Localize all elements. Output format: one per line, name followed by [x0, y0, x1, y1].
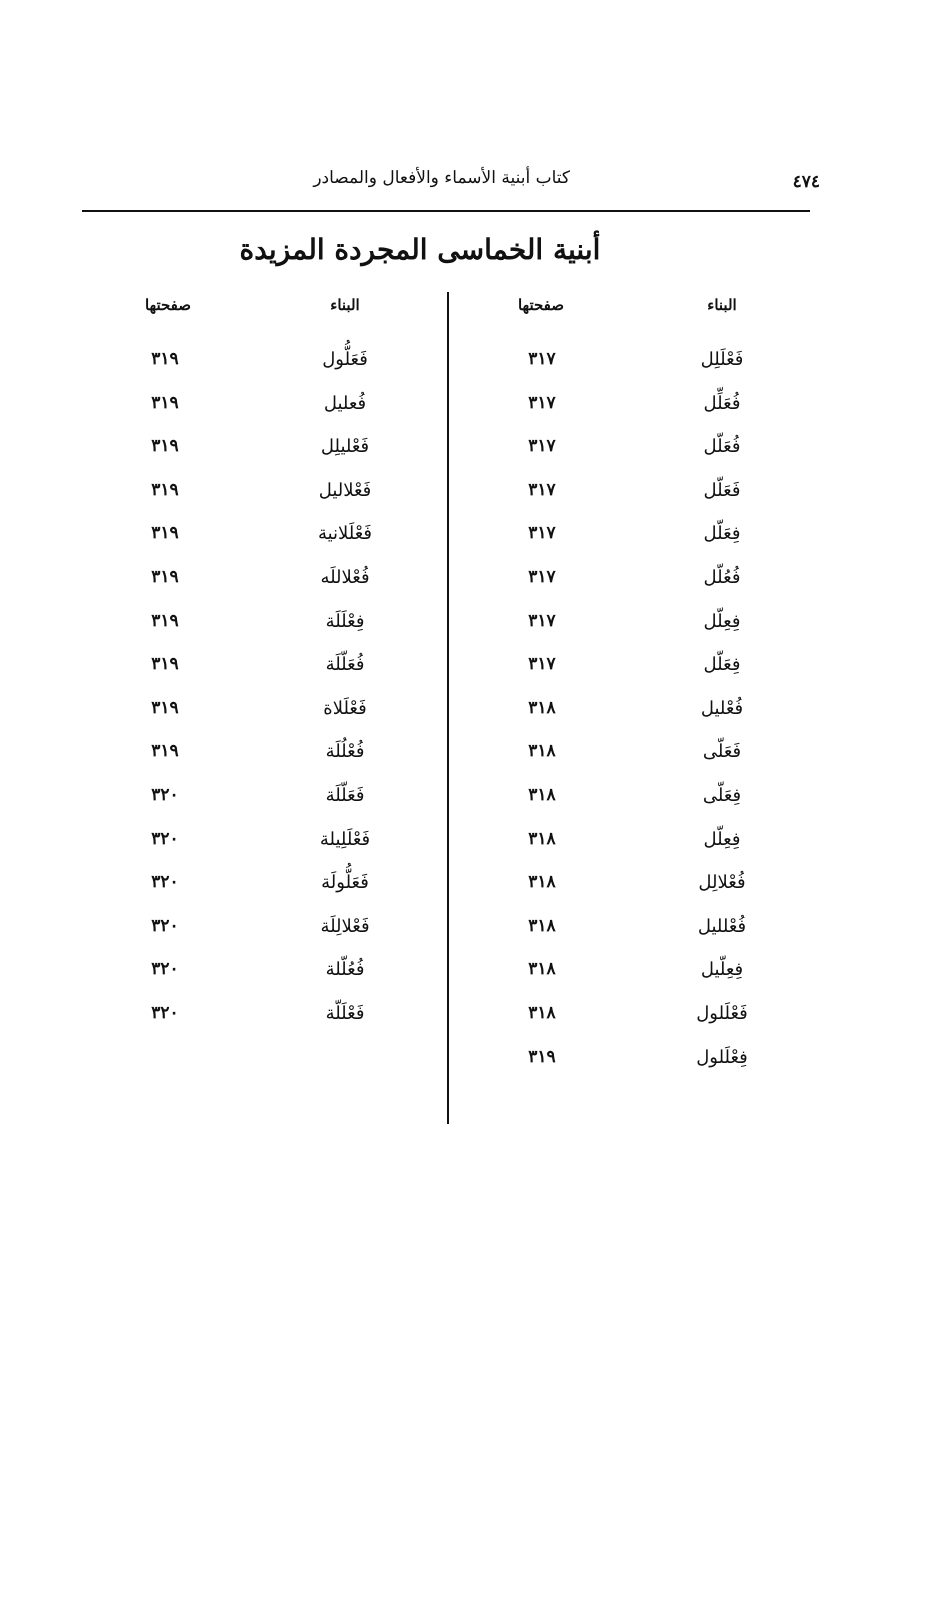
- left-table-row: [0, 567, 400, 611]
- left-table-row: [0, 523, 400, 567]
- left-page-cell: ٣٢٠: [151, 959, 179, 980]
- left-pattern-cell: فَعْلَلاة: [323, 697, 367, 719]
- left-table-row: [0, 872, 400, 916]
- left-pattern-cell: فِعْلَلَة: [325, 610, 365, 632]
- right-pattern-cell: فَعْلَلول: [696, 1003, 748, 1024]
- right-page-cell: ٣١٧: [528, 436, 556, 457]
- left-pattern-cell: فَعْلَلانية: [317, 523, 373, 545]
- right-page-cell: ٣١٧: [528, 567, 556, 587]
- left-page-cell: ٣١٩: [151, 741, 179, 762]
- right-page-cell: ٣١٨: [528, 785, 556, 805]
- left-pattern-cell: فُعُلّلة: [325, 959, 365, 981]
- right-pattern-cell: فُعْليل: [700, 697, 744, 719]
- right-page-cell: ٣١٧: [528, 523, 556, 544]
- left-pattern-cell: فُعَلّلَة: [325, 654, 365, 676]
- left-table-row: [0, 654, 400, 698]
- right-pattern-cell: فِعِلّل: [703, 828, 741, 850]
- right-pattern-cell: فُعُلّل: [703, 567, 741, 588]
- left-table-row: [0, 785, 400, 829]
- right-page-cell: ٣١٨: [528, 697, 556, 718]
- left-pattern-cell: فَعَلُّول: [322, 349, 368, 370]
- right-page-cell: ٣١٨: [528, 959, 556, 980]
- left-pattern-cell: فُعليل: [323, 392, 367, 414]
- right-page-cell: ٣١٩: [528, 1046, 556, 1067]
- left-pattern-cell: فَعَلُّولَة: [321, 872, 369, 894]
- right-page-cell: ٣١٨: [528, 872, 556, 893]
- left-pattern-cell: فَعَلّلَة: [325, 785, 365, 806]
- left-table-row: [0, 916, 400, 960]
- column-divider: [447, 292, 449, 1124]
- right-table-row: [0, 1046, 748, 1091]
- right-pattern-cell: فُعْلليل: [697, 915, 747, 937]
- left-page-cell: ٣١٩: [151, 349, 179, 369]
- right-page-cell: ٣١٨: [528, 828, 556, 849]
- right-pattern-cell: فِعِلّل: [703, 610, 741, 632]
- right-pattern-cell: فِعِلّيل: [700, 959, 744, 981]
- right-pattern-cell: فُعَلِّل: [703, 392, 741, 414]
- section-title: أبنية الخماسى المجردة المزيدة: [239, 233, 601, 266]
- right-pattern-cell: فِعَلّل: [703, 523, 741, 545]
- right-pattern-cell: فِعَلّل: [703, 654, 741, 676]
- left-page-cell: ٣١٩: [151, 567, 179, 587]
- right-pattern-cell: فَعْلَلِل: [700, 349, 744, 370]
- right-page-header: صفحتها: [517, 296, 565, 314]
- right-pattern-cell: فَعَلّى: [702, 741, 742, 763]
- left-pattern-cell: فَعْلاليل: [318, 479, 372, 501]
- right-page-cell: ٣١٧: [528, 654, 556, 675]
- left-page-header: صفحتها: [144, 296, 192, 314]
- left-table-row: [0, 741, 400, 785]
- left-pattern-cell: فَعْليلِل: [320, 436, 370, 458]
- right-page-cell: ٣١٧: [528, 479, 556, 500]
- right-page-cell: ٣١٨: [528, 741, 556, 762]
- left-table-row: [0, 611, 400, 655]
- page-number: ٤٧٤: [792, 172, 820, 192]
- left-pattern-cell: فَعْلَلِيلة: [319, 828, 371, 850]
- left-pattern-cell: فُعْلُلَة: [325, 741, 365, 763]
- right-pattern-cell: فُعْلالِل: [698, 872, 746, 894]
- left-pattern-cell: فُعْلاللَه: [320, 567, 370, 588]
- left-page-cell: ٣١٩: [151, 697, 179, 718]
- right-pattern-cell: فِعْلَلول: [696, 1046, 748, 1068]
- left-page-cell: ٣١٩: [151, 392, 179, 413]
- right-page-cell: ٣١٧: [528, 610, 556, 631]
- left-page-cell: ٣١٩: [151, 523, 179, 544]
- left-page-cell: ٣١٩: [151, 436, 179, 457]
- left-page-cell: ٣١٩: [151, 654, 179, 675]
- left-table-row: [0, 959, 400, 1003]
- left-table-row: [0, 393, 400, 437]
- left-page-cell: ٣٢٠: [151, 872, 179, 893]
- right-pattern-cell: فَعَلّل: [703, 479, 741, 501]
- left-pattern-cell: فَعْلالِلَة: [320, 915, 370, 937]
- left-table-row: [0, 436, 400, 480]
- header-divider: [82, 210, 810, 212]
- right-page-cell: ٣١٧: [528, 392, 556, 413]
- left-page-cell: ٣١٩: [151, 479, 179, 500]
- left-pattern-cell: فَعْلَلّة: [325, 1003, 365, 1024]
- right-pattern-header: البناء: [707, 296, 737, 314]
- right-pattern-cell: فِعَلّى: [702, 785, 742, 806]
- right-page-cell: ٣١٨: [528, 1003, 556, 1023]
- left-table-row: [0, 1003, 400, 1047]
- left-page-cell: ٣٢٠: [151, 1003, 179, 1023]
- right-page-cell: ٣١٧: [528, 349, 556, 369]
- left-table-row: [0, 349, 400, 393]
- right-page-cell: ٣١٨: [528, 915, 556, 936]
- left-pattern-header: البناء: [330, 296, 360, 314]
- running-header-title: كتاب أبنية الأسماء والأفعال والمصادر: [313, 168, 570, 188]
- left-page-cell: ٣٢٠: [151, 785, 179, 805]
- left-table-row: [0, 698, 400, 742]
- left-page-cell: ٣٢٠: [151, 828, 179, 849]
- left-table-row: [0, 829, 400, 873]
- left-table-row: [0, 480, 400, 524]
- left-page-cell: ٣١٩: [151, 610, 179, 631]
- left-page-cell: ٣٢٠: [151, 915, 179, 936]
- right-pattern-cell: فُعَلّل: [703, 436, 741, 458]
